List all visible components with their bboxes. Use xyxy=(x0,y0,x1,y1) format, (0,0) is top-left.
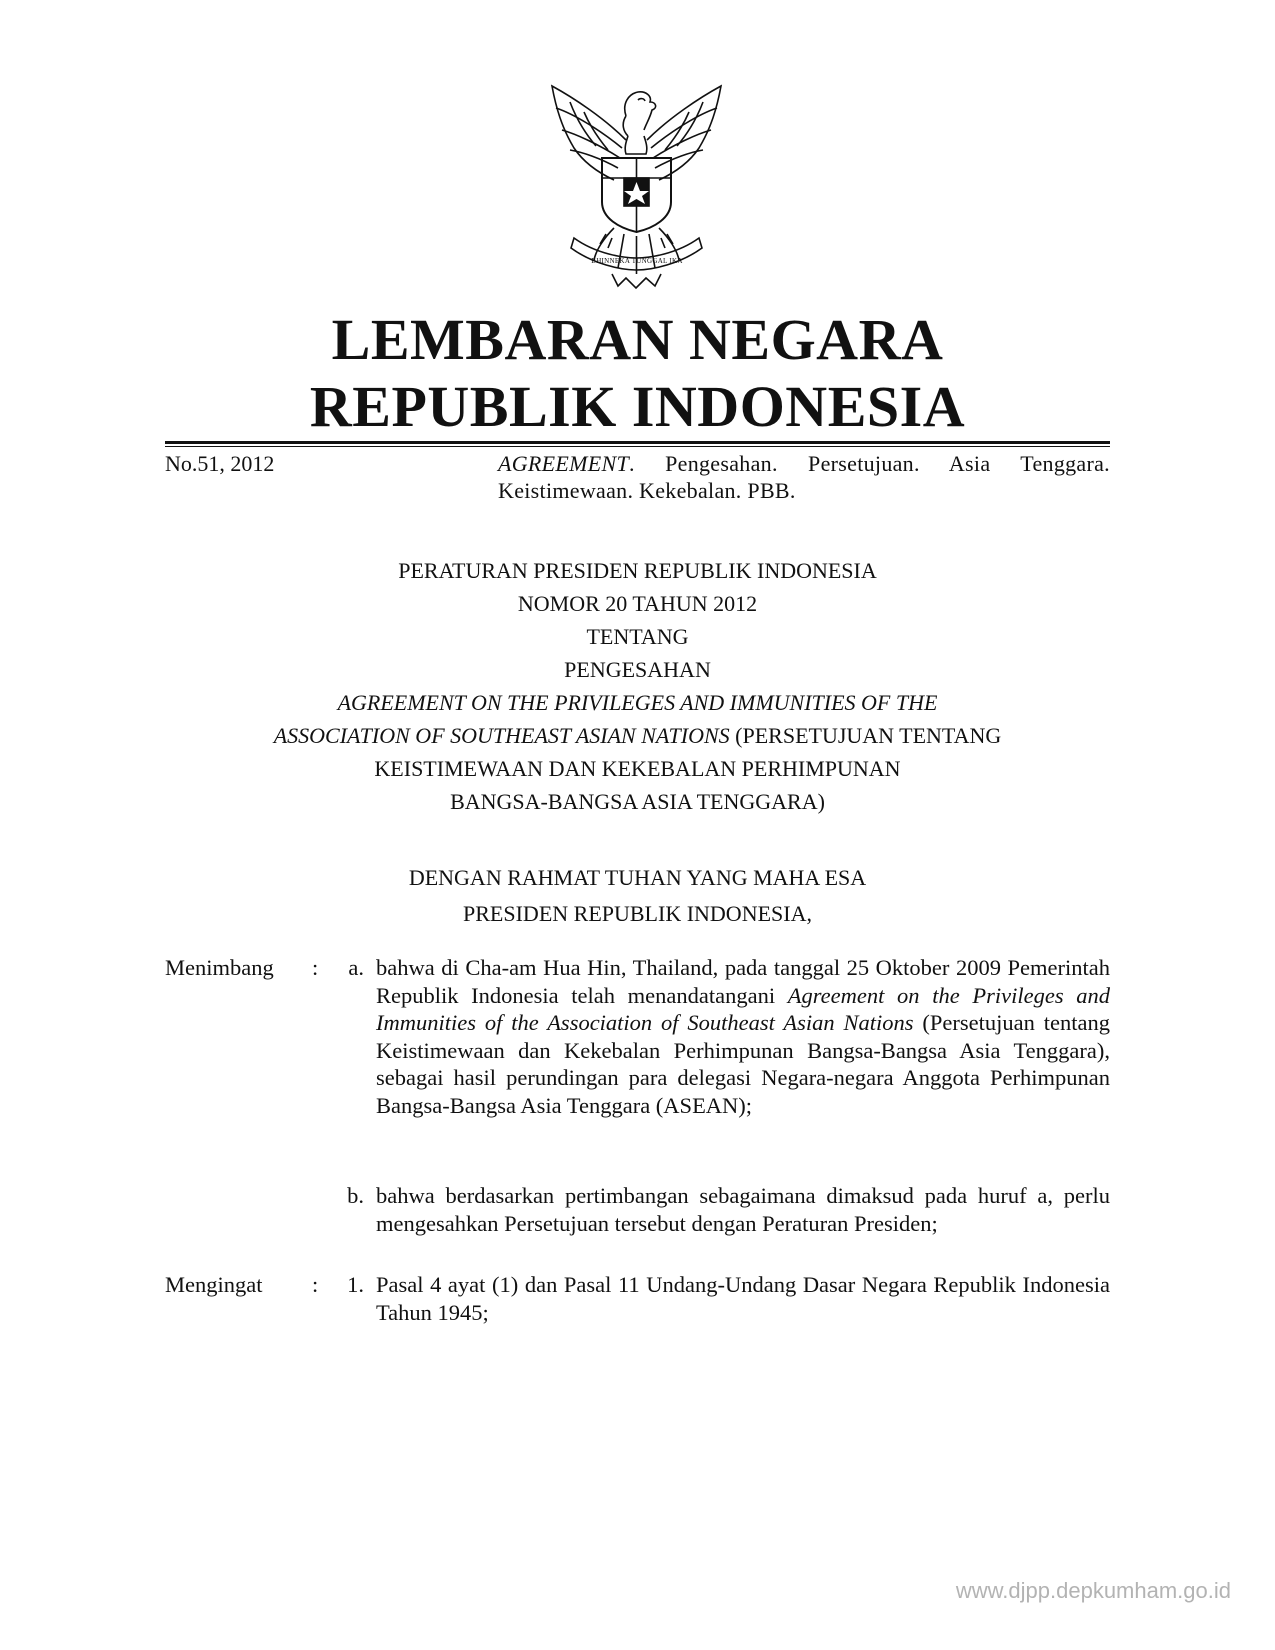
invocation-block xyxy=(165,861,1110,930)
regulation-title-line2 xyxy=(165,719,1110,752)
mengingat-label: Mengingat xyxy=(165,1272,263,1297)
menimbang-marker-b: b. xyxy=(347,1183,364,1208)
gazette-subject xyxy=(498,450,1110,504)
mengingat-colon: : xyxy=(312,1272,319,1297)
gazette-number: No.51, 2012 xyxy=(165,451,275,476)
regulation-subject: PENGESAHAN xyxy=(564,657,711,682)
mengingat-item-1: Pasal 4 ayat (1) dan Pasal 11 Undang-Undang Dasar Negara Republik Indonesia Tahun 1945; xyxy=(376,1272,1110,1325)
menimbang-a-text-1: bahwa di Cha-am Hua Hin, Thailand, pada tanggal 25 Oktober 2009 Pemerintah Republik Indonesia telah menandatangani xyxy=(376,955,1110,1008)
menimbang-label: Menimbang xyxy=(165,955,274,980)
emblem-motto: BHINNEKA TUNGGAL IKA xyxy=(591,257,683,265)
masthead-title-line1: LEMBARAN NEGARA xyxy=(331,307,944,372)
gazette-subject-italic: AGREEMENT xyxy=(498,451,630,476)
regulation-title-line3: KEISTIMEWAAN DAN KEKEBALAN PERHIMPUNAN xyxy=(374,756,901,781)
menimbang-colon: : xyxy=(312,955,319,980)
regulation-type: PERATURAN PRESIDEN REPUBLIK INDONESIA xyxy=(398,558,877,583)
masthead-rule-thick xyxy=(165,441,1110,444)
menimbang-a-text-2: (Persetujuan tentang Keistimewaan dan Kekebalan Perhimpunan Bangsa-Bangsa Asia Tenggara), sebagai hasil perundingan para delegasi Negara-negara Anggota Perhimpunan Bangsa-Bangsa Asia Tenggara (ASEAN); xyxy=(376,1010,1110,1118)
regulation-title-italic-1: AGREEMENT ON THE PRIVILEGES AND IMMUNITIES OF THE xyxy=(337,690,938,715)
gazette-subject-text: . Pengesahan. Persetujuan. Asia Tenggara. Keistimewaan. Kekebalan. PBB. xyxy=(498,451,1110,503)
mengingat-marker-1: 1. xyxy=(347,1272,364,1297)
regulation-title-italic-2: ASSOCIATION OF SOUTHEAST ASIAN NATIONS xyxy=(273,723,730,748)
regulation-number: NOMOR 20 TAHUN 2012 xyxy=(517,591,758,616)
watermark-url: www.djpp.depkumham.go.id xyxy=(955,1578,1231,1603)
masthead-title-line2: REPUBLIK INDONESIA xyxy=(309,374,966,439)
invocation-line1: DENGAN RAHMAT TUHAN YANG MAHA ESA xyxy=(408,865,867,890)
regulation-title-plain-2: (PERSETUJUAN TENTANG xyxy=(729,723,1002,748)
regulation-title-block xyxy=(165,554,1110,818)
menimbang-item-a xyxy=(376,954,1110,1119)
regulation-title-line4: BANGSA-BANGSA ASIA TENGGARA) xyxy=(450,789,825,814)
menimbang-a-italic: Agreement on the Privileges and Immunities of the Association of Southeast Asian Nations xyxy=(376,982,1110,1035)
menimbang-item-b: bahwa berdasarkan pertimbangan sebagaimana dimaksud pada huruf a, perlu mengesahkan Persetujuan tersebut dengan Peraturan Presiden; xyxy=(376,1183,1110,1236)
menimbang-marker-a: a. xyxy=(348,955,364,980)
regulation-about: TENTANG xyxy=(586,624,689,649)
masthead-rule-thin xyxy=(165,446,1110,447)
regulation-title-line1 xyxy=(165,686,1110,719)
invocation-line2: PRESIDEN REPUBLIK INDONESIA, xyxy=(463,901,812,926)
